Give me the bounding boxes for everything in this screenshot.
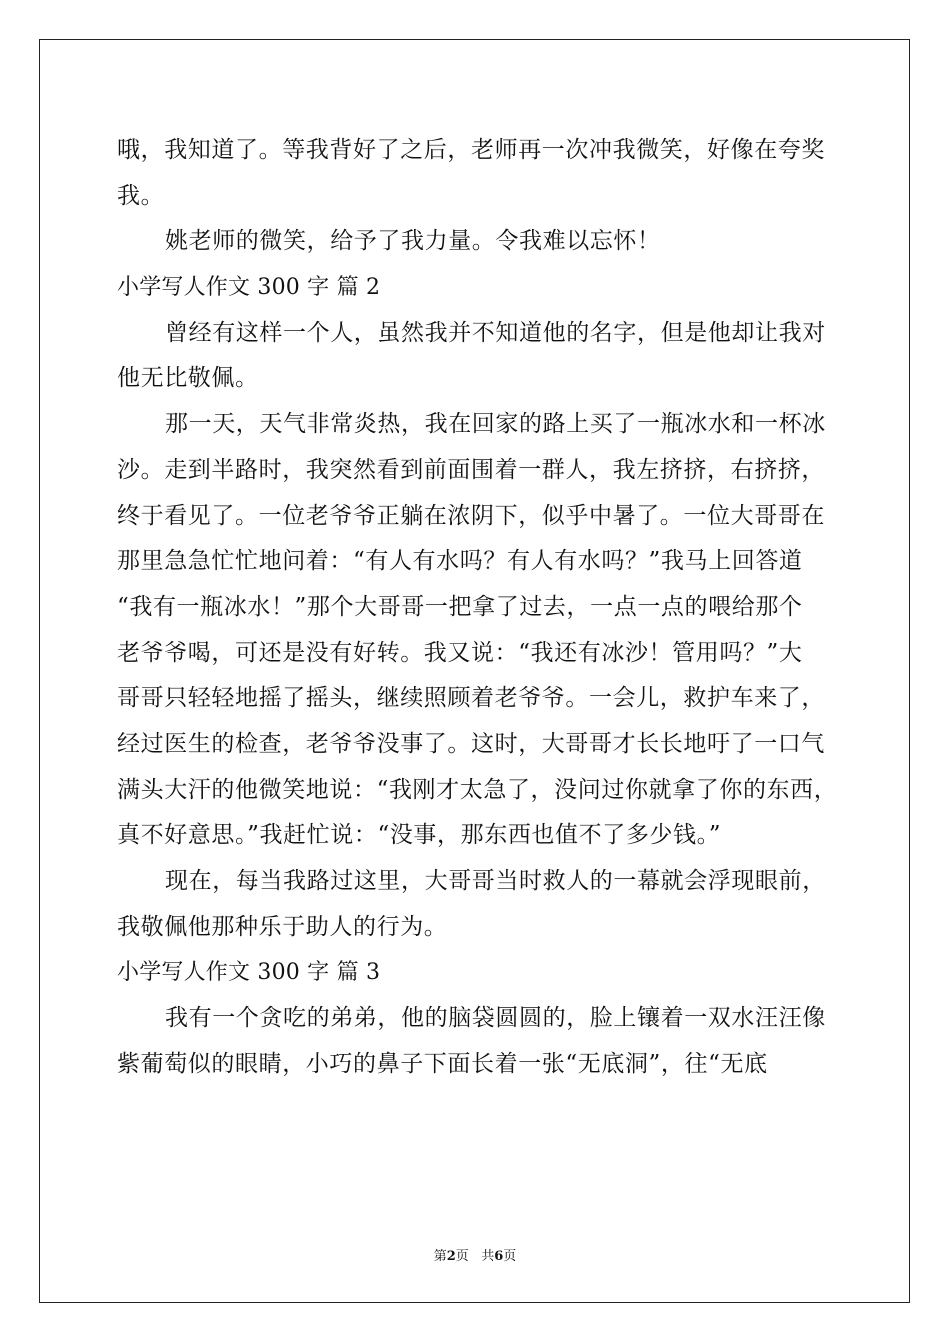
- text-line: 我敬佩他那种乐于助人的行为。: [117, 913, 448, 940]
- text-line: 我有一个贪吃的弟弟，他的脑袋圆圆的，脸上镶着一双水汪汪像: [165, 1005, 826, 1032]
- total-pages: 6: [494, 1249, 504, 1264]
- page-footer: [0, 1245, 950, 1264]
- text-line: 我。: [117, 182, 165, 209]
- text-line: 他无比敬佩。: [117, 365, 259, 392]
- document-body: [117, 128, 837, 1087]
- text-line: 哦，我知道了。等我背好了之后，老师再一次冲我微笑，好像在夸奖: [117, 137, 825, 163]
- page-suffix: 页: [455, 1249, 469, 1264]
- text-line: 满头大汗的他微笑地说：“我刚才太急了，没问过你就拿了你的东西，: [117, 776, 838, 803]
- text-line: “我有一瓶冰水！”那个大哥哥一把拿了过去，一点一点的喂给那个: [117, 593, 803, 620]
- page-number: 2: [446, 1249, 456, 1264]
- text-line: 姚老师的微笑，给予了我力量。令我难以忘怀！: [165, 228, 661, 255]
- text-line: 现在，每当我路过这里，大哥哥当时救人的一幕就会浮现眼前，: [165, 868, 826, 894]
- text-line: 沙。走到半路时，我突然看到前面围着一群人，我左挤挤，右挤挤，: [117, 456, 825, 483]
- page-prefix: 第: [433, 1249, 447, 1264]
- text-line: 曾经有这样一个人，虽然我并不知道他的名字，但是他却让我对: [165, 319, 826, 346]
- text-line: 那一天，天气非常炎热，我在回家的路上买了一瓶冰水和一杯冰: [165, 411, 826, 438]
- text-line: 紫葡萄似的眼睛，小巧的鼻子下面长着一张“无底洞”，往“无底: [117, 1050, 768, 1077]
- text-line: 哥哥只轻轻地摇了摇头，继续照顾着老爷爷。一会儿，救护车来了，: [117, 685, 825, 712]
- total-prefix: 共: [481, 1249, 495, 1264]
- text-line: 老爷爷喝，可还是没有好转。我又说：“我还有冰沙！管用吗？”大: [117, 639, 803, 666]
- text-line: 那里急急忙忙地问着：“有人有水吗？有人有水吗？”我马上回答道: [117, 548, 803, 575]
- section-heading: 小学写人作文 300 字 篇 3: [117, 960, 381, 986]
- section-heading: 小学写人作文 300 字 篇 2: [117, 275, 381, 301]
- total-suffix: 页: [503, 1249, 517, 1264]
- text-line: 真不好意思。”我赶忙说：“没事，那东西也值不了多少钱。”: [117, 822, 722, 849]
- text-line: 经过医生的检查，老爷爷没事了。这时，大哥哥才长长地吁了一口气: [117, 730, 825, 757]
- text-line: 终于看见了。一位老爷爷正躺在浓阴下，似乎中暑了。一位大哥哥在: [117, 502, 825, 529]
